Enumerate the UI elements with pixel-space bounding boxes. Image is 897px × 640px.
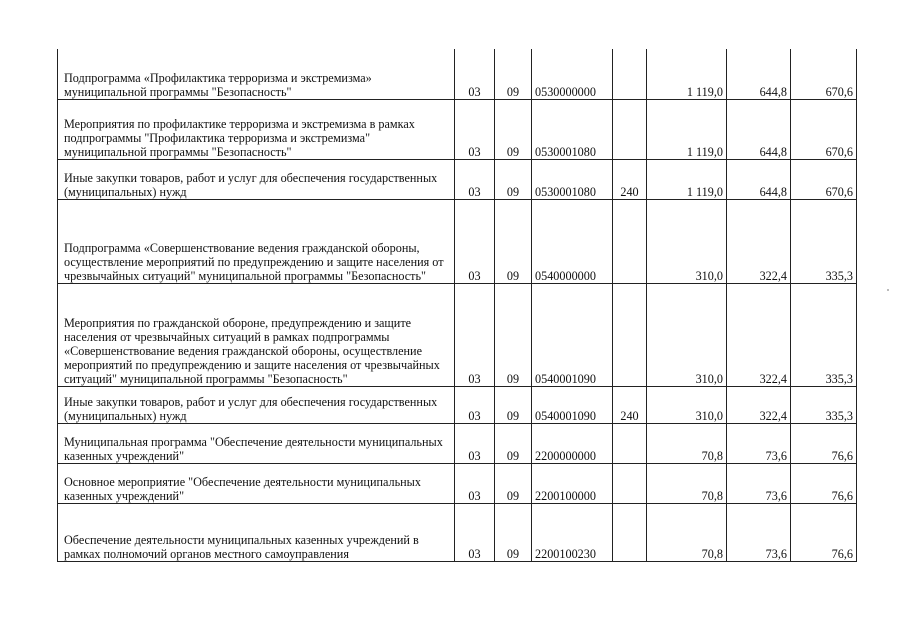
table-row <box>58 49 857 99</box>
section-code: 03 <box>455 99 495 159</box>
amount-year-3: 670,6 <box>791 159 857 199</box>
target-article-code: 2200000000 <box>532 423 613 463</box>
section-code: 03 <box>455 159 495 199</box>
scan-speck <box>887 289 889 291</box>
expense-type-code: 240 <box>613 386 647 423</box>
amount-year-3: 335,3 <box>791 386 857 423</box>
target-article-code: 0530000000 <box>532 49 613 99</box>
subsection-code: 09 <box>495 283 532 386</box>
section-code: 03 <box>455 49 495 99</box>
subsection-code: 09 <box>495 49 532 99</box>
target-article-code: 0540000000 <box>532 199 613 283</box>
row-name: Муниципальная программа "Обеспечение деятельности муниципальных казенных учреждений" <box>58 423 455 463</box>
amount-year-1: 70,8 <box>647 423 727 463</box>
subsection-code: 09 <box>495 199 532 283</box>
amount-year-3: 76,6 <box>791 423 857 463</box>
target-article-code: 2200100230 <box>532 503 613 561</box>
amount-year-2: 322,4 <box>727 283 791 386</box>
subsection-code: 09 <box>495 159 532 199</box>
amount-year-1: 70,8 <box>647 503 727 561</box>
table-row <box>58 99 857 159</box>
section-code: 03 <box>455 423 495 463</box>
amount-year-2: 73,6 <box>727 423 791 463</box>
amount-year-3: 670,6 <box>791 99 857 159</box>
section-code: 03 <box>455 386 495 423</box>
section-code: 03 <box>455 503 495 561</box>
amount-year-1: 310,0 <box>647 386 727 423</box>
expense-type-code <box>613 423 647 463</box>
amount-year-1: 1 119,0 <box>647 159 727 199</box>
row-name: Основное мероприятие "Обеспечение деятельности муниципальных казенных учреждений" <box>58 463 455 503</box>
table-row <box>58 159 857 199</box>
expense-type-code <box>613 49 647 99</box>
subsection-code: 09 <box>495 99 532 159</box>
row-name: Мероприятия по профилактике терроризма и экстремизма в рамках подпрограммы "Профилактика терроризма и экстремизма" муниципальной программы "Безопасность" <box>58 99 455 159</box>
table-row <box>58 423 857 463</box>
row-name: Иные закупки товаров, работ и услуг для обеспечения государственных (муниципальных) нужд <box>58 386 455 423</box>
budget-table <box>57 49 857 562</box>
amount-year-1: 1 119,0 <box>647 99 727 159</box>
amount-year-1: 310,0 <box>647 199 727 283</box>
expense-type-code <box>613 99 647 159</box>
expense-type-code: 240 <box>613 159 647 199</box>
expense-type-code <box>613 503 647 561</box>
target-article-code: 0530001080 <box>532 159 613 199</box>
amount-year-2: 644,8 <box>727 159 791 199</box>
table-row <box>58 386 857 423</box>
table-row <box>58 283 857 386</box>
amount-year-2: 322,4 <box>727 386 791 423</box>
amount-year-2: 644,8 <box>727 99 791 159</box>
section-code: 03 <box>455 199 495 283</box>
amount-year-3: 335,3 <box>791 199 857 283</box>
amount-year-2: 73,6 <box>727 503 791 561</box>
amount-year-3: 76,6 <box>791 503 857 561</box>
subsection-code: 09 <box>495 503 532 561</box>
target-article-code: 0540001090 <box>532 386 613 423</box>
amount-year-2: 322,4 <box>727 199 791 283</box>
row-name: Подпрограмма «Совершенствование ведения гражданской обороны, осуществление мероприятий по предупреждению и защите населения от чрезвычайных ситуаций" муниципальной программы "Безопасность" <box>58 199 455 283</box>
table-row <box>58 463 857 503</box>
amount-year-3: 76,6 <box>791 463 857 503</box>
row-name: Обеспечение деятельности муниципальных казенных учреждений в рамках полномочий органов местного самоуправления <box>58 503 455 561</box>
amount-year-1: 1 119,0 <box>647 49 727 99</box>
row-name: Подпрограмма «Профилактика терроризма и экстремизма» муниципальной программы "Безопасность" <box>58 49 455 99</box>
target-article-code: 2200100000 <box>532 463 613 503</box>
amount-year-3: 335,3 <box>791 283 857 386</box>
subsection-code: 09 <box>495 423 532 463</box>
expense-type-code <box>613 283 647 386</box>
section-code: 03 <box>455 463 495 503</box>
subsection-code: 09 <box>495 463 532 503</box>
row-name: Мероприятия по гражданской обороне, предупреждению и защите населения от чрезвычайных ситуаций в рамках подпрограммы «Совершенствование ведения гражданской обороны, осуществление мероприятий по предупреждению и защите населения от чрезвычайных ситуаций" муниципальной программы "Безопасность" <box>58 283 455 386</box>
table-row <box>58 199 857 283</box>
target-article-code: 0540001090 <box>532 283 613 386</box>
row-name: Иные закупки товаров, работ и услуг для обеспечения государственных (муниципальных) нужд <box>58 159 455 199</box>
expense-type-code <box>613 199 647 283</box>
target-article-code: 0530001080 <box>532 99 613 159</box>
section-code: 03 <box>455 283 495 386</box>
table-row <box>58 503 857 561</box>
subsection-code: 09 <box>495 386 532 423</box>
expense-type-code <box>613 463 647 503</box>
amount-year-3: 670,6 <box>791 49 857 99</box>
amount-year-1: 310,0 <box>647 283 727 386</box>
amount-year-1: 70,8 <box>647 463 727 503</box>
amount-year-2: 73,6 <box>727 463 791 503</box>
amount-year-2: 644,8 <box>727 49 791 99</box>
